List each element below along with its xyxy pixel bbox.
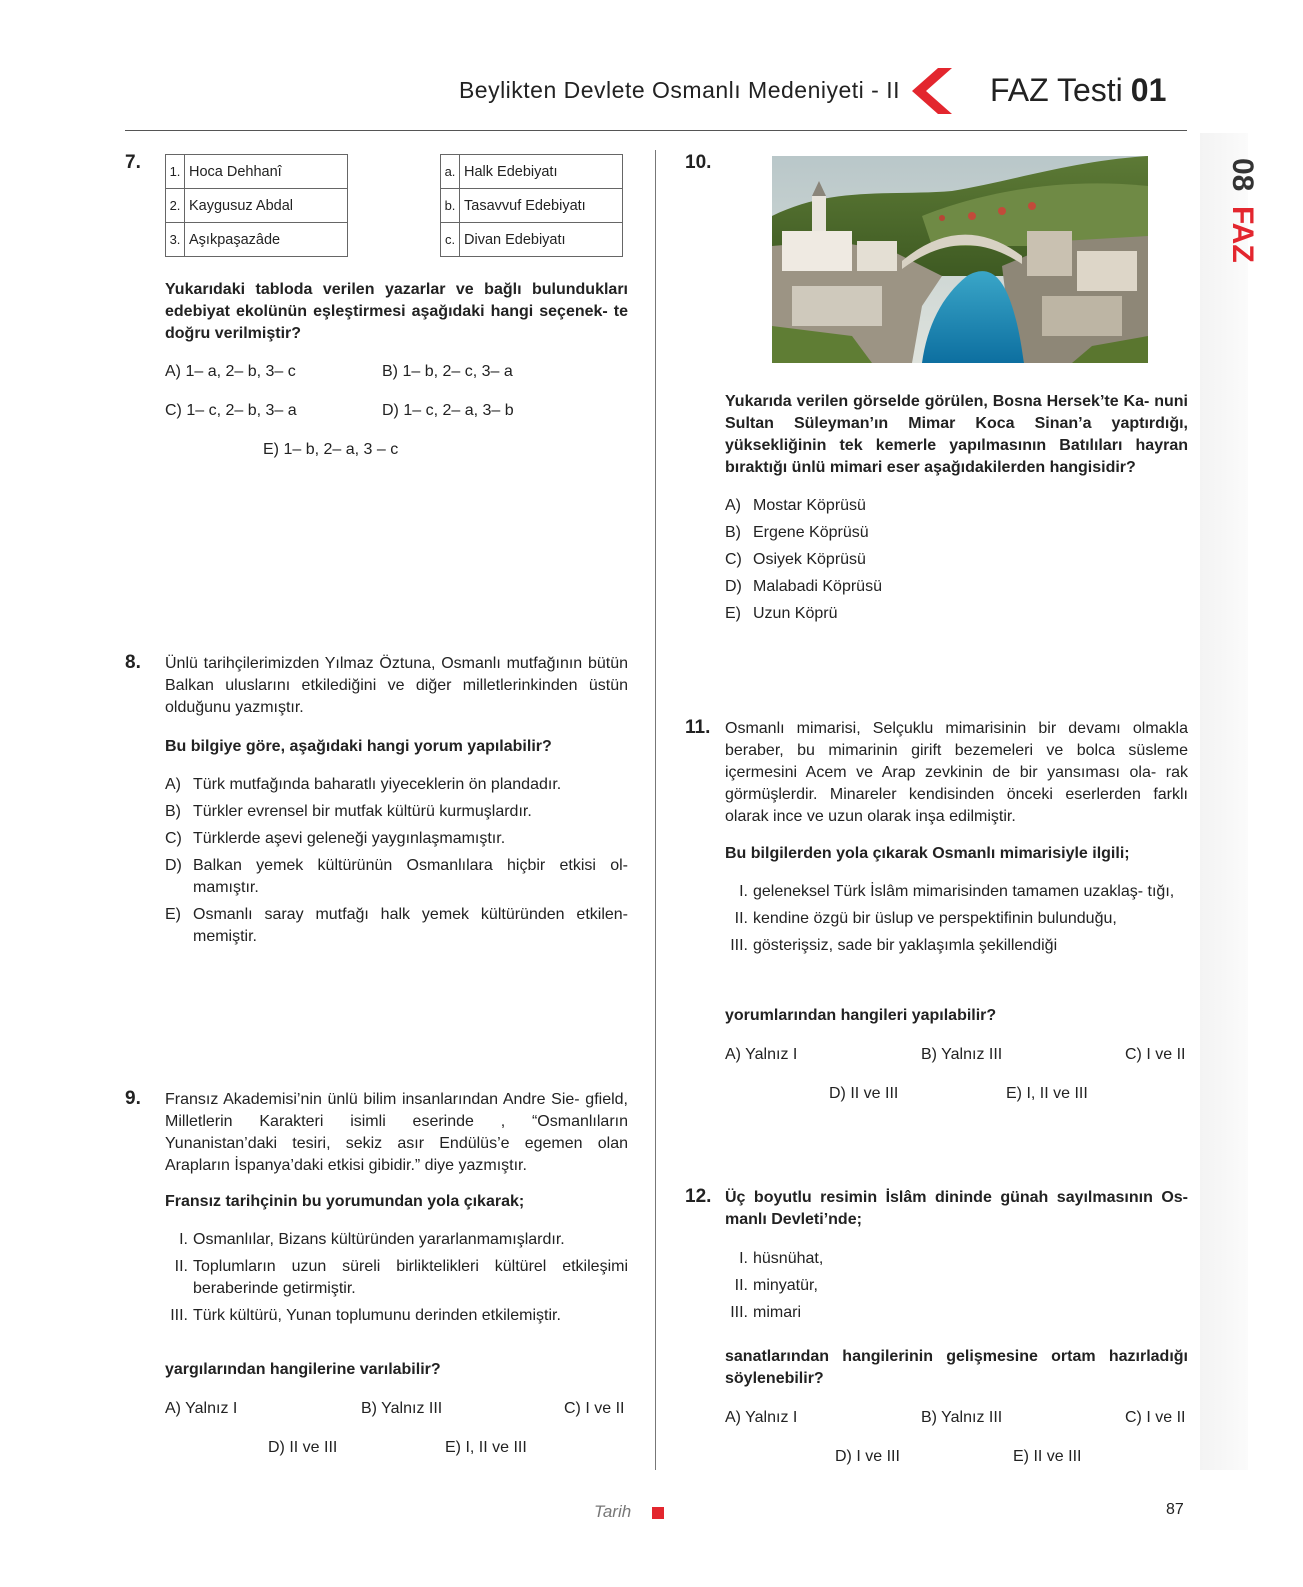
- option-text: Türkler evrensel bir mutfak kültürü kurmuşlardır.: [193, 803, 532, 820]
- option-d[interactable]: D) II ve III: [829, 1085, 899, 1102]
- option-text: Türklerde aşevi geleneği yaygınlaşmamıştır.: [193, 830, 506, 847]
- option-letter: C): [165, 830, 182, 847]
- option-b[interactable]: B) 1– b, 2– c, 3– a: [382, 363, 513, 380]
- roman-numeral: III.: [170, 1307, 188, 1324]
- option-d[interactable]: D) II ve III: [268, 1439, 338, 1456]
- option-b[interactable]: [725, 522, 1188, 544]
- option-text: Türk mutfağında baharatlı yiyeceklerin ön plandadır.: [193, 776, 562, 793]
- table-row: [166, 223, 348, 257]
- header-rule: [125, 130, 1187, 131]
- question-number: 9.: [125, 1088, 141, 1109]
- question-text: Yukarıdaki tabloda verilen yazarlar ve bağlı bulundukları edebiyat ekolünün eşleştirmesi aşağıdaki hangi seçenek- te doğru verilmiştir?: [165, 281, 628, 342]
- statement-item: [725, 1248, 1188, 1270]
- footer-subject: Tarih: [594, 1502, 632, 1521]
- option-d[interactable]: [165, 855, 628, 899]
- statement-text: kendine özgü bir üslup ve perspektifinin bulunduğu,: [753, 910, 1117, 927]
- statement-item: [165, 1229, 628, 1251]
- test-number: 01: [1130, 72, 1167, 108]
- roman-numeral: III.: [730, 1304, 748, 1321]
- question-body: Osmanlı mimarisi, Selçuklu mimarisinin bir devamı olmakla beraber, bu mimarinin girift bezemeleri ve bolca süsleme içermesini Acem ve Arap zevkinin de bir yansıması ola- rak görmüşlerdir. Minareler kendisinden önceki eserlerden farklı olarak ince ve uzun olarak inşa edilmiştir.: [725, 720, 1188, 825]
- option-text: Malabadi Köprüsü: [753, 578, 882, 595]
- statement-text: Toplumların uzun süreli birliktelikleri kültürel etkileşimi beraberinde getirmiştir.: [193, 1258, 628, 1297]
- option-text: Osiyek Köprüsü: [753, 551, 866, 568]
- option-e[interactable]: [165, 904, 628, 948]
- statement-item: [725, 908, 1188, 930]
- option-e[interactable]: E) I, II ve III: [1006, 1085, 1088, 1102]
- question-lead: Üç boyutlu resimin İslâm dininde günah sayılmasının Os- manlı Devleti’nde;: [725, 1189, 1188, 1228]
- option-a[interactable]: A) Yalnız I: [725, 1409, 798, 1426]
- question-number: 11.: [685, 717, 711, 738]
- table-row: [441, 189, 623, 223]
- option-text: Osmanlı saray mutfağı halk yemek kültüründen etkilen- memiştir.: [193, 906, 628, 945]
- table-cell: c.: [441, 223, 460, 257]
- table-cell: Divan Edebiyatı: [460, 223, 623, 257]
- roman-numeral: II.: [734, 1277, 748, 1294]
- column-divider: [655, 150, 656, 1470]
- roman-numeral: II.: [734, 910, 748, 927]
- option-b[interactable]: B) Yalnız III: [361, 1400, 443, 1417]
- statement-text: Türk kültürü, Yunan toplumunu derinden etkilemiştir.: [193, 1307, 561, 1324]
- table-cell: Halk Edebiyatı: [460, 155, 623, 189]
- statements-list: [725, 881, 1188, 962]
- option-text: Balkan yemek kültürünün Osmanlılara hiçbir etkisi ol- mamıştır.: [193, 857, 628, 896]
- question-lead: Bu bilgilerden yola çıkarak Osmanlı mimarisiyle ilgili;: [725, 845, 1130, 862]
- statement-text: Osmanlılar, Bizans kültüründen yararlanmamışlardır.: [193, 1231, 565, 1248]
- statement-item: [725, 935, 1188, 957]
- roman-numeral: I.: [179, 1231, 188, 1248]
- option-a[interactable]: [165, 774, 628, 796]
- roman-numeral: I.: [739, 1250, 748, 1267]
- statement-item: [725, 1302, 1188, 1324]
- option-text: Uzun Köprü: [753, 605, 838, 622]
- statement-text: gösterişsiz, sade bir yaklaşımla şekillendiği: [753, 937, 1058, 954]
- question-body: Fransız Akademisi’nin ünlü bilim insanlarından Andre Sie- gfield, Milletlerin Karakteri isimli eserinde , “Osmanlıların Yunanistan’daki tesiri, sekiz asır Endülüs’e egemen olan Arapların İspanya’daki etkisi gibidir.” diye yazmıştır.: [165, 1091, 628, 1174]
- question-text: Bu bilgiye göre, aşağıdaki hangi yorum yapılabilir?: [165, 738, 552, 755]
- roman-numeral: III.: [730, 937, 748, 954]
- table-row: [441, 155, 623, 189]
- statement-item: [725, 881, 1188, 903]
- option-c[interactable]: C) I ve II: [1125, 1046, 1186, 1063]
- statement-text: geleneksel Türk İslâm mimarisinden tamamen uzaklaş- tığı,: [753, 883, 1175, 900]
- question-body: Ünlü tarihçilerimizden Yılmaz Öztuna, Osmanlı mutfağının bütün Balkan uluslarını etkilediğini ve diğer milletlerinkinden üstün olduğunu yazmıştır.: [165, 655, 628, 716]
- table-cell: Tasavvuf Edebiyatı: [460, 189, 623, 223]
- option-e[interactable]: E) 1– b, 2– a, 3 – c: [263, 441, 399, 458]
- option-c[interactable]: C) 1– c, 2– b, 3– a: [165, 402, 297, 419]
- option-e[interactable]: E) II ve III: [1013, 1448, 1082, 1465]
- table-cell: b.: [441, 189, 460, 223]
- table-cell: 1.: [166, 155, 185, 189]
- option-b[interactable]: B) Yalnız III: [921, 1409, 1003, 1426]
- option-letter: B): [725, 524, 741, 541]
- statement-text: hüsnühat,: [753, 1250, 824, 1267]
- page-number: 87: [1166, 1501, 1184, 1518]
- roman-numeral: II.: [174, 1258, 188, 1275]
- test-label: FAZ Testi: [990, 72, 1123, 108]
- question-text: sanatlarından hangilerinin gelişmesine ortam hazırladığı söylenebilir?: [725, 1348, 1188, 1387]
- table-cell: 3.: [166, 223, 185, 257]
- statement-text: mimari: [753, 1304, 801, 1321]
- options-list: [725, 495, 1188, 630]
- option-letter: C): [725, 551, 742, 568]
- option-e[interactable]: [725, 603, 1188, 625]
- table-cell: a.: [441, 155, 460, 189]
- options-list: [165, 774, 628, 953]
- question-number: 12.: [685, 1186, 712, 1207]
- table-cell: Hoca Dehhanî: [185, 155, 348, 189]
- question-text: yargılarından hangilerine varılabilir?: [165, 1361, 441, 1378]
- option-letter: A): [165, 776, 181, 793]
- question-number: 8.: [125, 652, 141, 673]
- table-cell: Kaygusuz Abdal: [185, 189, 348, 223]
- question-text: Yukarıda verilen görselde görülen, Bosna Hersek’te Ka- nuni Sultan Süleyman’ın Mimar Koca Sinan’a yaptırdığı, yüksekliğinin tek kemerle yapılmasının Batılıları hayran bıraktığı ünlü mimari eser aşağıdakilerden hangisidir?: [725, 393, 1188, 476]
- option-e[interactable]: E) I, II ve III: [445, 1439, 527, 1456]
- option-d[interactable]: D) I ve III: [835, 1448, 900, 1465]
- table-cell: 2.: [166, 189, 185, 223]
- option-c[interactable]: [165, 828, 628, 850]
- table-cell: Aşıkpaşazâde: [185, 223, 348, 257]
- option-letter: B): [165, 803, 181, 820]
- option-a[interactable]: A) 1– a, 2– b, 3– c: [165, 363, 296, 380]
- table-row: [166, 155, 348, 189]
- option-d[interactable]: D) 1– c, 2– a, 3– b: [382, 402, 514, 419]
- side-tab: [1200, 133, 1248, 1470]
- option-letter: A): [725, 497, 741, 514]
- statement-item: [165, 1305, 628, 1327]
- question-number: 7.: [125, 152, 141, 173]
- statements-list: [165, 1229, 628, 1332]
- option-letter: E): [165, 906, 181, 923]
- authors-table: [165, 154, 348, 257]
- side-tab-number: 08: [1226, 158, 1259, 192]
- chevron-left-icon: [908, 66, 954, 116]
- statement-item: [165, 1256, 628, 1300]
- mostar-bridge-photo: [772, 156, 1148, 363]
- option-letter: D): [165, 857, 182, 874]
- option-c[interactable]: [725, 549, 1188, 571]
- option-a[interactable]: [725, 495, 1188, 517]
- question-lead: Fransız tarihçinin bu yorumundan yola çıkarak;: [165, 1193, 525, 1210]
- table-row: [441, 223, 623, 257]
- option-letter: E): [725, 605, 741, 622]
- option-text: Ergene Köprüsü: [753, 524, 869, 541]
- question-text: yorumlarından hangileri yapılabilir?: [725, 1007, 997, 1024]
- side-tab-brand: FAZ: [1226, 206, 1259, 263]
- option-text: Mostar Köprüsü: [753, 497, 866, 514]
- question-number: 10.: [685, 152, 712, 173]
- option-c[interactable]: C) I ve II: [564, 1400, 625, 1417]
- statements-list: [725, 1248, 1188, 1329]
- option-c[interactable]: C) I ve II: [1125, 1409, 1186, 1426]
- option-letter: D): [725, 578, 742, 595]
- option-a[interactable]: A) Yalnız I: [725, 1046, 798, 1063]
- literature-table: [440, 154, 623, 257]
- roman-numeral: I.: [739, 883, 748, 900]
- option-a[interactable]: A) Yalnız I: [165, 1400, 238, 1417]
- option-d[interactable]: [725, 576, 1188, 598]
- statement-item: [725, 1275, 1188, 1297]
- footer-square-icon: [652, 1507, 664, 1519]
- test-title: [990, 72, 1166, 109]
- statement-text: minyatür,: [753, 1277, 818, 1294]
- table-row: [166, 189, 348, 223]
- option-b[interactable]: B) Yalnız III: [921, 1046, 1003, 1063]
- header-title: Beylikten Devlete Osmanlı Medeniyeti - II: [458, 77, 900, 103]
- faz-08-tab-label: [1204, 150, 1259, 263]
- option-b[interactable]: [165, 801, 628, 823]
